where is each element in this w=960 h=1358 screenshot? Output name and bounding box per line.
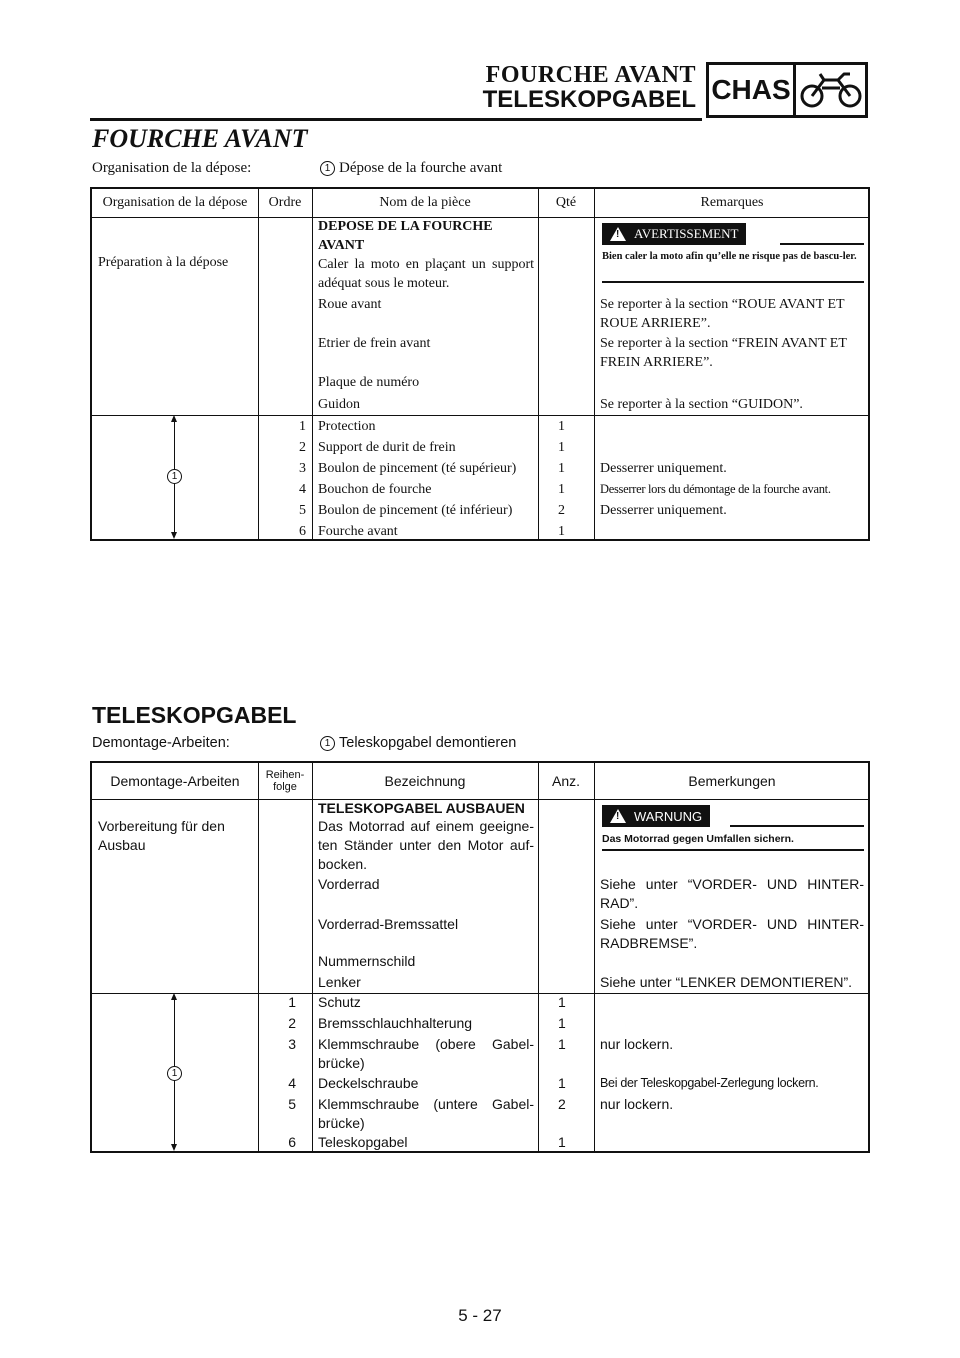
prep-text-de: Das Motorrad auf einem geeigne-ten Ständer unter den Motor auf-bocken. xyxy=(318,818,534,872)
part-order: 2 xyxy=(288,1015,296,1031)
warning-badge-fr xyxy=(602,223,746,245)
org-num-fr: 1 xyxy=(320,161,335,176)
prep-item-name: Vorderrad xyxy=(318,876,380,892)
part-qty: 1 xyxy=(558,1036,566,1052)
prep-item-remark: Se reporter à la section “ROUE AVANT ET ROUE ARRIERE”. xyxy=(600,297,845,331)
part-qty: 2 xyxy=(558,1096,566,1112)
org-label-de: Demontage-Arbeiten: xyxy=(92,735,230,751)
page-number: 5 - 27 xyxy=(458,1306,502,1325)
part-order: 2 xyxy=(299,440,306,455)
part-name: Fourche avant xyxy=(318,524,398,539)
prep-item-remark: Siehe unter “VORDER- UND HINTER-RADBREMSE”. xyxy=(600,916,864,951)
col-header: Ordre xyxy=(268,195,302,210)
table-header-de xyxy=(92,763,868,800)
prep-item-name: Roue avant xyxy=(318,297,382,312)
part-order: 4 xyxy=(299,482,306,497)
header-title-fr: FOURCHE AVANT xyxy=(485,62,696,88)
part-order: 5 xyxy=(299,503,306,518)
prep-item-name: Guidon xyxy=(318,397,360,412)
part-qty: 1 xyxy=(558,461,565,476)
table-fr xyxy=(90,187,870,541)
warning-label-fr: AVERTISSEMENT xyxy=(634,226,739,241)
org-line-de xyxy=(92,735,516,751)
part-order: 6 xyxy=(299,524,306,539)
table-de xyxy=(90,761,870,1153)
part-order: 4 xyxy=(288,1075,296,1091)
prep-item-remark: Siehe unter “VORDER- UND HINTER-RAD”. xyxy=(600,876,864,911)
prep-item-name: Vorderrad-Bremssattel xyxy=(318,916,459,932)
prep-title-de: TELESKOPGABEL AUSBAUEN xyxy=(318,800,525,816)
part-name: Support de durit de frein xyxy=(318,440,456,455)
warning-text-fr: Bien caler la moto afin qu’elle ne risque pas de bascu-ler. xyxy=(602,251,857,262)
part-remark: Bei der Teleskopgabel-Zerlegung lockern. xyxy=(600,1076,819,1090)
prep-item-name: Plaque de numéro xyxy=(318,375,420,390)
warning-icon: ! xyxy=(610,227,626,241)
col-header: Demontage-Arbeiten xyxy=(110,773,240,789)
chapter-badge xyxy=(706,62,868,118)
warning-fr xyxy=(602,223,864,265)
part-name: Protection xyxy=(318,419,376,434)
part-remark: nur lockern. xyxy=(600,1096,674,1112)
prep-item-name: Etrier de frein avant xyxy=(318,336,431,351)
part-order: 3 xyxy=(288,1036,296,1052)
part-qty: 1 xyxy=(558,994,566,1010)
col-header: Remarques xyxy=(700,195,764,210)
header-title-de: TELESKOPGABEL xyxy=(482,86,696,113)
part-remark: Desserrer lors du démontage de la fourche avant. xyxy=(600,482,831,496)
motorcycle-icon xyxy=(796,65,865,115)
org-value-fr: Dépose de la fourche avant xyxy=(339,160,503,176)
part-qty: 2 xyxy=(558,503,565,518)
col-header: Qté xyxy=(555,195,577,210)
col-header: Organisation de la dépose xyxy=(102,195,248,210)
part-remark: nur lockern. xyxy=(600,1036,674,1052)
part-order: 5 xyxy=(288,1096,296,1112)
part-name: Bouchon de fourche xyxy=(318,482,432,497)
part-name: Schutz xyxy=(318,994,361,1010)
warning-icon: ! xyxy=(610,809,626,823)
part-name: Boulon de pincement (té supérieur) xyxy=(318,461,517,476)
arrow-num-de: 1 xyxy=(167,1066,182,1081)
prep-item-name: Lenker xyxy=(318,974,361,990)
prep-item-remark: Se reporter à la section “FREIN AVANT ET FREIN ARRIERE”. xyxy=(600,336,847,370)
table-header-fr xyxy=(92,189,868,218)
col-header: Bemerkungen xyxy=(688,773,776,789)
part-remark: Desserrer uniquement. xyxy=(600,461,727,476)
warning-badge-de xyxy=(602,805,710,827)
prep-item-remark: Se reporter à la section “GUIDON”. xyxy=(600,397,803,412)
part-qty: 1 xyxy=(558,1134,566,1150)
prep-label-de: Vorbereitung für den Ausbau xyxy=(98,818,225,853)
header-rule xyxy=(90,118,702,121)
part-qty: 1 xyxy=(558,482,565,497)
part-name: Deckelschraube xyxy=(318,1075,419,1091)
section-title-fr: FOURCHE AVANT xyxy=(92,124,308,153)
warning-de xyxy=(602,805,864,847)
part-name: Boulon de pincement (té inférieur) xyxy=(318,503,513,518)
section-title-de: TELESKOPGABEL xyxy=(92,702,297,728)
org-value-de: Teleskopgabel demontieren xyxy=(339,735,517,751)
col-header: Bezeichnung xyxy=(384,773,466,789)
part-name: Klemmschraube (obere Gabel-brücke) xyxy=(318,1036,534,1071)
part-qty: 1 xyxy=(558,419,565,434)
prep-item-name: Nummernschild xyxy=(318,953,416,969)
org-line-fr xyxy=(92,160,502,177)
part-remark: Desserrer uniquement. xyxy=(600,503,727,518)
prep-title-fr: DEPOSE DE LA FOURCHE AVANT xyxy=(318,219,493,253)
col-header: Nom de la pièce xyxy=(379,195,471,210)
part-qty: 1 xyxy=(558,440,565,455)
prep-text-fr: Caler la moto en plaçant un support adéquat sous le moteur. xyxy=(318,257,534,291)
warning-text-de: Das Motorrad gegen Umfallen sichern. xyxy=(602,833,794,845)
part-order: 6 xyxy=(288,1134,296,1150)
org-label-fr: Organisation de la dépose: xyxy=(92,160,252,176)
part-qty: 1 xyxy=(558,1075,566,1091)
part-order: 1 xyxy=(299,419,306,434)
part-qty: 1 xyxy=(558,524,565,539)
org-num-de: 1 xyxy=(320,736,335,751)
col-header: Reihen- folge xyxy=(265,769,305,793)
warning-label-de: WARNUNG xyxy=(634,808,703,824)
prep-label-fr: Préparation à la dépose xyxy=(98,255,229,270)
prep-item-remark: Siehe unter “LENKER DEMONTIEREN”. xyxy=(600,974,853,990)
part-name: Klemmschraube (untere Gabel-brücke) xyxy=(318,1096,534,1131)
part-name: Bremsschlauchhalterung xyxy=(318,1015,473,1031)
part-qty: 1 xyxy=(558,1015,566,1031)
chapter-badge-label: CHAS xyxy=(709,65,796,115)
part-order: 3 xyxy=(299,461,306,476)
col-header: Anz. xyxy=(551,773,580,789)
arrow-num-fr: 1 xyxy=(167,469,182,484)
part-name: Teleskopgabel xyxy=(318,1134,408,1150)
part-order: 1 xyxy=(288,994,296,1010)
